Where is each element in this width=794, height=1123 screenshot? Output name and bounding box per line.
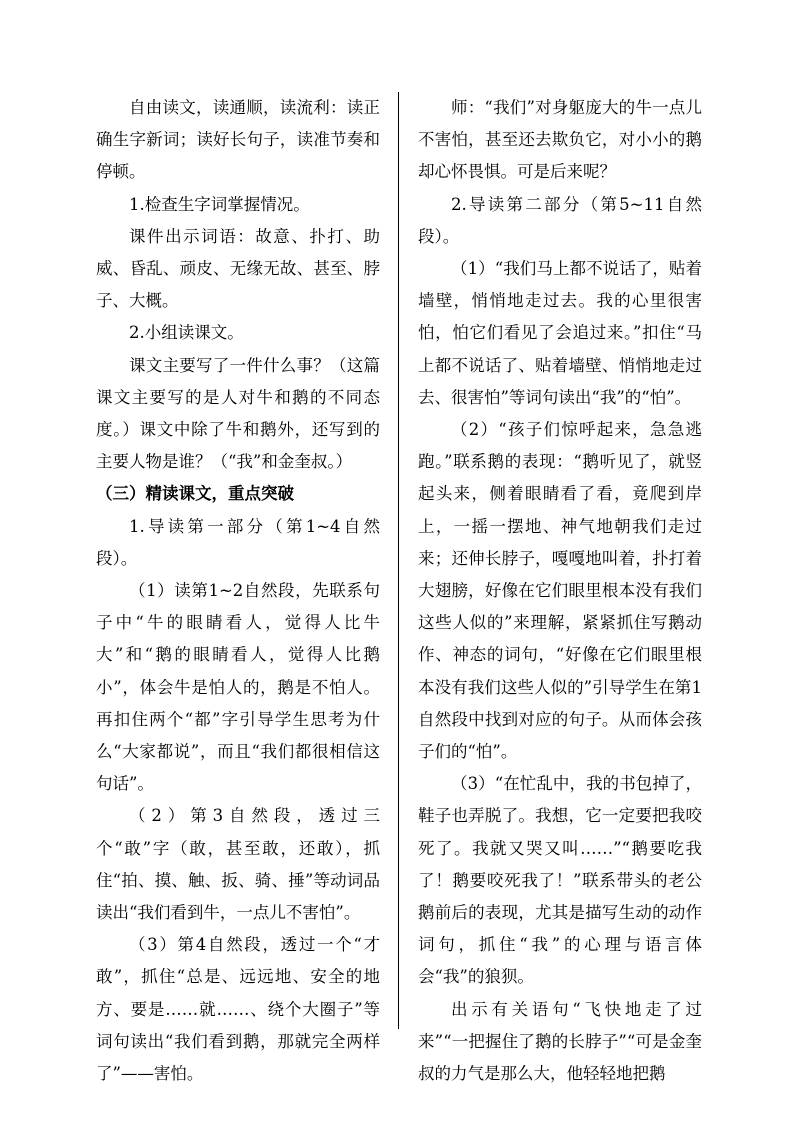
paragraph-part-two-item-2: （2）“孩子们惊呼起来，急急逃跑。”联系鹅的表现：“鹅听见了，就竖起头来，侧着眼睛看了看，竟爬到岸上，一摇一摆地、神气地朝我们走过来；还伸长脖子，嘎嘎地叫着，扑打着大翅膀，好像在它们眼里根本没有我们这些人似的”来理解，紧紧抓住写鹅动作、神态的词句，“好像在它们眼里根本没有我们这些人似的”引导学生在第1自然段中找到对应的句子。从而体会孩子们的“怕”。	[418, 420, 702, 762]
paragraph-part-one-item-3: （3）第4自然段，透过一个“才敢”，抓住“总是、远远地、安全的地方、要是……就……、绕个大圈子”等词句读出“我们看到鹅，那就完全两样了”——害怕。	[96, 935, 380, 1084]
paragraph-check-vocabulary: 1.检查生字词掌握情况。	[129, 194, 310, 214]
section-heading-intensive-reading: （三）精读课文，重点突破	[96, 484, 294, 504]
paragraph-show-sentences: 出示有关语句“飞快地走了过来”“一把握住了鹅的长脖子”“可是金奎叔的力气是那么大，他轻轻地把鹅	[418, 999, 702, 1084]
left-column	[96, 92, 380, 1090]
paragraph-word-list: 课件出示词语：故意、扑打、助威、昏乱、顽皮、无缘无故、甚至、脖子、大概。	[96, 226, 380, 311]
paragraph-teacher-transition: 师：“我们”对身躯庞大的牛一点儿不害怕，甚至还去欺负它，对小小的鹅却心怀畏惧。可是后来呢？	[418, 98, 702, 182]
paragraph-main-idea: 课文主要写了一件什么事？（这篇课文主要写的是人对牛和鹅的不同态度。）课文中除了牛和鹅外，还写到的主要人物是谁？（“我”和金奎叔。）	[96, 355, 380, 472]
paragraph-group-reading: 2.小组读课文。	[129, 323, 244, 343]
paragraph-part-one-item-2: （2）第3自然段，透过三个“敢”字（敢，甚至敢，还敢），抓住“拍、摸、触、扳、骑、捶”等动词品读出“我们看到牛，一点儿不害怕”。	[96, 806, 380, 923]
paragraph-part-two-item-3: （3）“在忙乱中，我的书包掉了，鞋子也弄脱了。我想，它一定要把我咬死了。我就又哭又叫……”“鹅要吃我了！鹅要咬死我了！”联系带头的老公鹅前后的表现，尤其是描写生动的动作词句，抓住“我”的心理与语言体会“我”的狼狈。	[418, 774, 702, 987]
paragraph-reading-instructions: 自由读文，读通顺，读流利：读正确生字新词；读好长句子，读准节奏和停顿。	[96, 98, 380, 182]
right-column	[418, 92, 702, 1090]
paragraph-part-two-guide: 2.导读第二部分（第5~11自然段）。	[418, 194, 702, 246]
paragraph-part-two-item-1: （1）“我们马上都不说话了，贴着墙壁，悄悄地走过去。我的心里很害怕，怕它们看见了会追过来。”扣住“马上都不说话了、贴着墙壁、悄悄地走过去、很害怕”等词句读出“我”的“怕”。	[418, 259, 702, 407]
column-divider	[398, 92, 399, 1029]
paragraph-part-one-item-1: （1）读第1~2自然段，先联系句子中“牛的眼睛看人，觉得人比牛大”和“鹅的眼睛看人，觉得人比鹅小”，体会牛是怕人的，鹅是不怕人。再扣住两个“都”字引导学生思考为什么“大家都说”，而且“我们都很相信这句话”。	[96, 581, 380, 794]
paragraph-part-one-guide: 1.导读第一部分（第1~4自然段）。	[96, 516, 380, 568]
